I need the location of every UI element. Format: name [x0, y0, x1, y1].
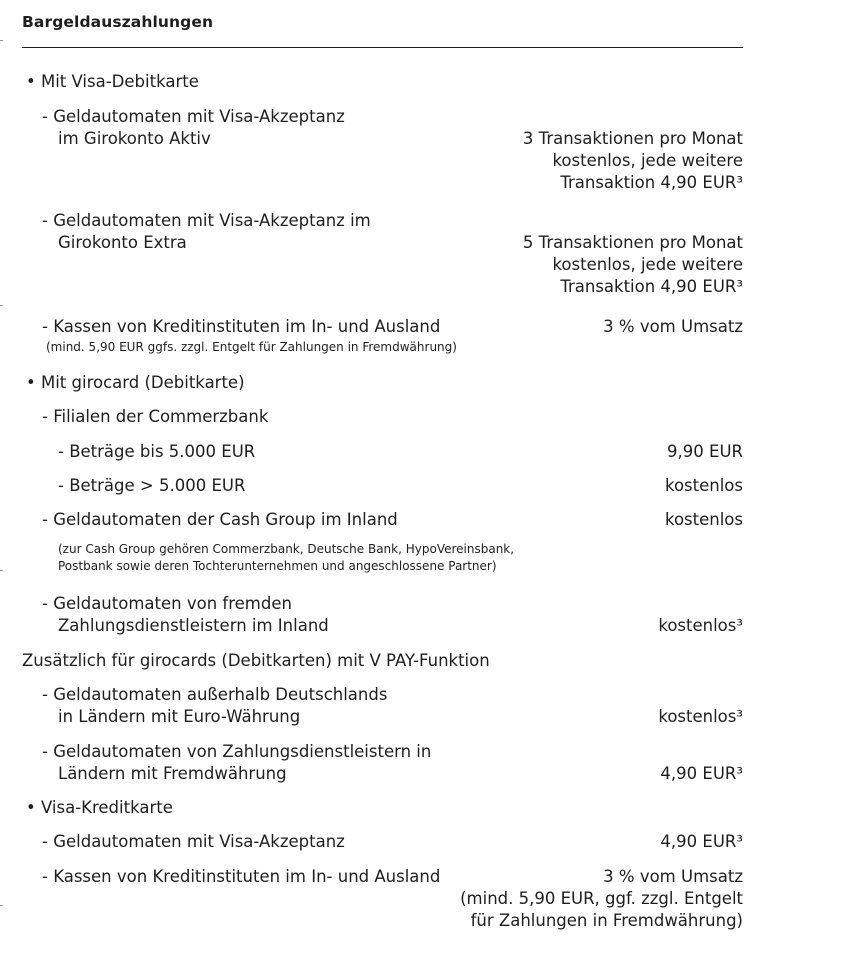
cash-group-note-line-2: Postbank sowie deren Tochterunternehmen und angeschlossene Partner) — [58, 559, 497, 573]
fremd-label-line-1: - Geldautomaten von fremden — [42, 594, 292, 613]
betraege-ueber-label: - Beträge > 5.000 EUR — [58, 476, 246, 495]
visa-credit-atm-price: 4,90 EUR³ — [660, 832, 743, 851]
visa-debit-kassen-price: 3 % vom Umsatz — [603, 317, 743, 336]
fremd-label-line-2: Zahlungsdienstleistern im Inland — [58, 616, 329, 635]
betraege-ueber-price: kostenlos — [664, 476, 743, 495]
extra-price-line-1: 5 Transaktionen pro Monat — [522, 233, 743, 252]
girocard-title: • Mit girocard (Debitkarte) — [26, 373, 245, 392]
vpay-title: Zusätzlich für girocards (Debitkarten) mit V PAY-Funktion — [22, 651, 490, 670]
filialen-label: - Filialen der Commerzbank — [42, 407, 269, 426]
aktiv-price-line-1: 3 Transaktionen pro Monat — [522, 129, 743, 148]
aktiv-price-line-3: Transaktion 4,90 EUR³ — [560, 173, 743, 192]
heading-divider — [22, 47, 743, 48]
visa-credit-atm-label: - Geldautomaten mit Visa-Akzeptanz — [42, 832, 345, 851]
vpay-fw-label-line-1: - Geldautomaten von Zahlungsdienstleistern in — [42, 742, 432, 761]
extra-price-line-3: Transaktion 4,90 EUR³ — [560, 277, 743, 296]
visa-debit-kassen-note: (mind. 5,90 EUR ggfs. zzgl. Entgelt für Zahlungen in Fremdwährung) — [46, 340, 457, 354]
margin-mark — [0, 40, 3, 41]
margin-mark — [0, 570, 3, 571]
visa-credit-kassen-price-line-2: (mind. 5,90 EUR, ggf. zzgl. Entgelt — [460, 889, 743, 908]
cash-group-note-line-1: (zur Cash Group gehören Commerzbank, Deutsche Bank, HypoVereinsbank, — [58, 542, 515, 556]
vpay-euro-price: kostenlos³ — [658, 707, 743, 726]
visa-credit-kassen-price-line-3: für Zahlungen in Fremdwährung) — [470, 911, 743, 930]
cash-group-price: kostenlos — [664, 510, 743, 529]
betraege-bis-price: 9,90 EUR — [667, 442, 743, 461]
fremd-price: kostenlos³ — [658, 616, 743, 635]
visa-credit-title: • Visa-Kreditkarte — [26, 798, 173, 817]
vpay-euro-label-line-2: in Ländern mit Euro-Währung — [58, 707, 301, 726]
cash-group-label: - Geldautomaten der Cash Group im Inland — [42, 510, 398, 529]
betraege-bis-label: - Beträge bis 5.000 EUR — [58, 442, 256, 461]
vpay-fw-price: 4,90 EUR³ — [660, 764, 743, 783]
margin-mark — [0, 305, 3, 306]
margin-mark — [0, 905, 3, 906]
section-heading: Bargeldauszahlungen — [22, 13, 214, 31]
extra-label-line-2: Girokonto Extra — [58, 233, 187, 252]
aktiv-label-line-2: im Girokonto Aktiv — [58, 129, 211, 148]
extra-label-line-1: - Geldautomaten mit Visa-Akzeptanz im — [42, 211, 371, 230]
visa-credit-kassen-label: - Kassen von Kreditinstituten im In- und Ausland — [42, 867, 441, 886]
visa-debit-title: • Mit Visa-Debitkarte — [26, 72, 199, 91]
visa-credit-kassen-price-line-1: 3 % vom Umsatz — [603, 867, 743, 886]
vpay-fw-label-line-2: Ländern mit Fremdwährung — [58, 764, 287, 783]
extra-price-line-2: kostenlos, jede weitere — [552, 255, 743, 274]
visa-debit-kassen-label: - Kassen von Kreditinstituten im In- und Ausland — [42, 317, 441, 336]
aktiv-label-line-1: - Geldautomaten mit Visa-Akzeptanz — [42, 107, 345, 126]
vpay-euro-label-line-1: - Geldautomaten außerhalb Deutschlands — [42, 685, 388, 704]
aktiv-price-line-2: kostenlos, jede weitere — [552, 151, 743, 170]
